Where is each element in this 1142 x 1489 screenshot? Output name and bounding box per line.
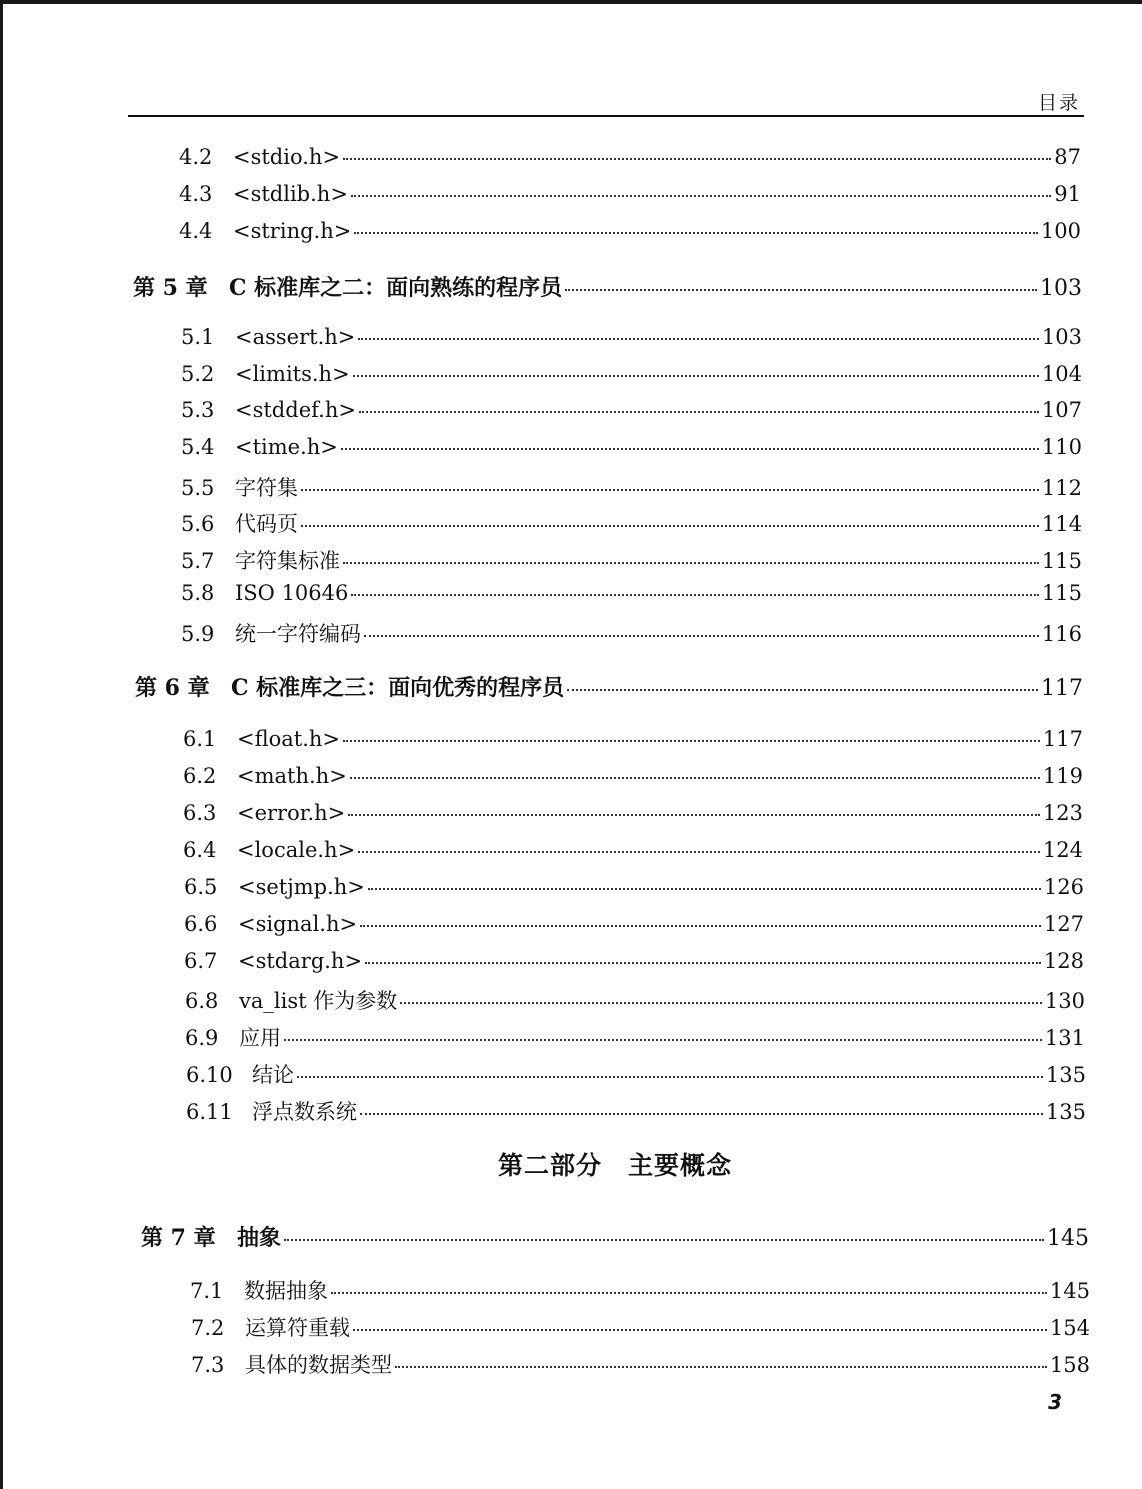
toc-entry-number: 6.10 [186,1063,233,1087]
toc-entry-number: 5.5 [181,476,215,500]
toc-entry-title: 数据抽象 [244,1279,328,1303]
toc-entry-4-3[interactable] [179,182,1081,212]
toc-entry-6-6[interactable] [184,912,1084,942]
chapter-page: 145 [1047,1226,1089,1251]
dot-leader [358,338,1039,340]
toc-entry-title: <stddef.h> [235,398,356,422]
toc-entry-page: 112 [1041,476,1082,500]
toc-entry-6-4[interactable] [183,838,1083,868]
toc-entry-5-9[interactable] [181,618,1082,648]
chapter-number: 第 6 章 [135,675,210,701]
toc-entry-number: 5.6 [181,512,215,536]
toc-entry-title: 应用 [239,1026,281,1050]
toc-entry-number: 6.9 [185,1026,219,1050]
toc-entry-title: <error.h> [237,801,346,825]
toc-entry-page: 128 [1043,949,1084,973]
dot-leader [284,1239,1044,1241]
toc-entry-number: 6.4 [183,838,217,862]
toc-entry-page: 123 [1042,801,1083,825]
toc-entry-6-5[interactable] [184,875,1084,905]
toc-entry-page: 126 [1043,875,1084,899]
dot-leader [400,1002,1042,1004]
toc-entry-page: 87 [1054,145,1081,169]
toc-entry-title: <locale.h> [237,838,356,862]
toc-entry-page: 135 [1045,1100,1086,1124]
chapter-title: 抽象 [237,1225,282,1251]
toc-entry-number: 6.1 [183,727,217,751]
dot-leader [351,594,1039,596]
toc-entry-number: 5.9 [181,622,215,646]
toc-chapter-7[interactable] [141,1221,1089,1251]
toc-entry-title: <float.h> [237,727,341,751]
dot-leader [343,562,1039,564]
toc-entry-page: 100 [1040,219,1081,243]
dot-leader [351,195,1051,197]
toc-entry-number: 6.5 [184,875,218,899]
toc-entry-title: 字符集 [235,476,298,500]
toc-entry-number: 6.7 [184,949,218,973]
toc-entry-4-2[interactable] [179,145,1081,175]
toc-entry-page: 115 [1041,549,1082,573]
dot-leader [350,777,1040,779]
toc-entry-page: 91 [1054,182,1081,206]
dot-leader [567,689,1038,691]
toc-entry-5-6[interactable] [181,508,1082,538]
toc-entry-title: <limits.h> [235,362,350,386]
toc-entry-number: 6.6 [184,912,218,936]
toc-entry-title: <assert.h> [235,325,356,349]
chapter-title: C 标准库之三：面向优秀的程序员 [231,675,565,701]
toc-entry-page: 116 [1041,622,1082,646]
toc-entry-page: 117 [1042,727,1083,751]
toc-entry-page: 110 [1041,435,1082,459]
toc-entry-title: 运算符重载 [245,1316,350,1340]
chapter-page: 117 [1041,676,1083,701]
toc-entry-5-7[interactable] [181,545,1082,575]
toc-entry-title: <string.h> [233,219,352,243]
toc-entry-page: 135 [1045,1063,1086,1087]
toc-entry-number: 5.8 [181,581,215,605]
toc-entry-title: <signal.h> [238,912,358,936]
toc-entry-number: 7.2 [191,1316,225,1340]
toc-entry-6-7[interactable] [184,949,1084,979]
dot-leader [365,962,1041,964]
toc-entry-6-10[interactable] [186,1059,1086,1089]
toc-entry-5-3[interactable] [181,398,1082,428]
dot-leader [368,888,1041,890]
toc-chapter-6[interactable] [135,671,1083,701]
dot-leader [358,851,1040,853]
toc-entry-6-1[interactable] [183,727,1083,757]
toc-entry-number: 5.2 [181,362,215,386]
dot-leader [353,1329,1047,1331]
dot-leader [341,448,1039,450]
chapter-number: 第 5 章 [133,275,208,301]
toc-entry-title: <stdlib.h> [233,182,348,206]
toc-entry-number: 7.1 [190,1279,224,1303]
toc-entry-number: 7.3 [191,1353,225,1377]
toc-entry-page: 107 [1041,398,1082,422]
toc-entry-number: 6.8 [185,989,219,1013]
toc-entry-number: 5.7 [181,549,215,573]
toc-entry-number: 5.1 [181,325,215,349]
toc-entry-page: 131 [1044,1026,1085,1050]
dot-leader [301,489,1039,491]
toc-entry-number: 4.4 [179,219,213,243]
toc-entry-page: 119 [1042,764,1083,788]
dot-leader [364,635,1039,637]
toc-entry-number: 5.3 [181,398,215,422]
toc-entry-page: 124 [1042,838,1083,862]
dot-leader [565,289,1037,291]
running-head: 目录 [1037,92,1080,114]
toc-entry-5-4[interactable] [181,435,1082,465]
dot-leader [348,814,1040,816]
toc-entry-6-9[interactable] [185,1022,1085,1052]
dot-leader [360,1113,1043,1115]
page-number: 3 [1048,1390,1062,1414]
toc-chapter-5[interactable] [133,271,1082,301]
toc-entry-6-3[interactable] [183,801,1083,831]
toc-entry-7-3[interactable] [191,1349,1090,1379]
toc-entry-title: 结论 [252,1063,294,1087]
toc-entry-title: <setjmp.h> [238,875,365,899]
toc-entry-page: 154 [1049,1316,1090,1340]
dot-leader [343,158,1051,160]
toc-entry-page: 103 [1041,325,1082,349]
toc-entry-7-2[interactable] [191,1312,1090,1342]
chapter-number: 第 7 章 [141,1225,216,1251]
toc-entry-number: 6.2 [183,764,217,788]
dot-leader [360,925,1041,927]
dot-leader [297,1076,1043,1078]
toc-entry-6-11[interactable] [186,1096,1086,1126]
toc-entry-title: 统一字符编码 [235,622,361,646]
toc-entry-page: 145 [1049,1279,1090,1303]
toc-entry-5-5[interactable] [181,472,1082,502]
toc-entry-number: 6.3 [183,801,217,825]
dot-leader [331,1292,1047,1294]
dot-leader [354,232,1038,234]
toc-entry-title: <math.h> [237,764,347,788]
toc-entry-title: 代码页 [235,512,298,536]
toc-entry-5-8[interactable] [181,581,1082,611]
toc-entry-page: 158 [1049,1353,1090,1377]
toc-entry-5-1[interactable] [181,325,1082,355]
toc-entry-page: 115 [1041,581,1082,605]
dot-leader [343,740,1040,742]
toc-entry-4-4[interactable] [179,219,1081,249]
toc-entry-title: ISO 10646 [235,581,349,605]
toc-entry-title: 字符集标准 [235,549,340,573]
dot-leader [284,1039,1042,1041]
toc-entry-6-2[interactable] [183,764,1083,794]
toc-entry-title: <time.h> [235,435,338,459]
toc-entry-title: va_list 作为参数 [239,989,398,1013]
toc-entry-title: 浮点数系统 [252,1100,357,1124]
toc-entry-title: <stdarg.h> [238,949,363,973]
toc-entry-6-8[interactable] [185,985,1085,1015]
toc-entry-number: 5.4 [181,435,215,459]
dot-leader [353,375,1039,377]
chapter-page: 103 [1040,276,1082,301]
dot-leader [359,411,1039,413]
toc-entry-title: 具体的数据类型 [245,1353,392,1377]
toc-entry-page: 104 [1041,362,1082,386]
toc-entry-title: <stdio.h> [233,145,341,169]
toc-entry-5-2[interactable] [181,362,1082,392]
dot-leader [301,525,1039,527]
toc-entry-page: 114 [1041,512,1082,536]
toc-entry-page: 127 [1043,912,1084,936]
chapter-title: C 标准库之二：面向熟练的程序员 [229,275,563,301]
dot-leader [395,1366,1047,1368]
toc-entry-number: 4.3 [179,182,213,206]
toc-entry-page: 130 [1044,989,1085,1013]
toc-entry-number: 6.11 [186,1100,233,1124]
toc-entry-7-1[interactable] [190,1275,1090,1305]
part-heading: 第二部分 主要概念 [497,1151,732,1180]
toc-entry-number: 4.2 [179,145,213,169]
